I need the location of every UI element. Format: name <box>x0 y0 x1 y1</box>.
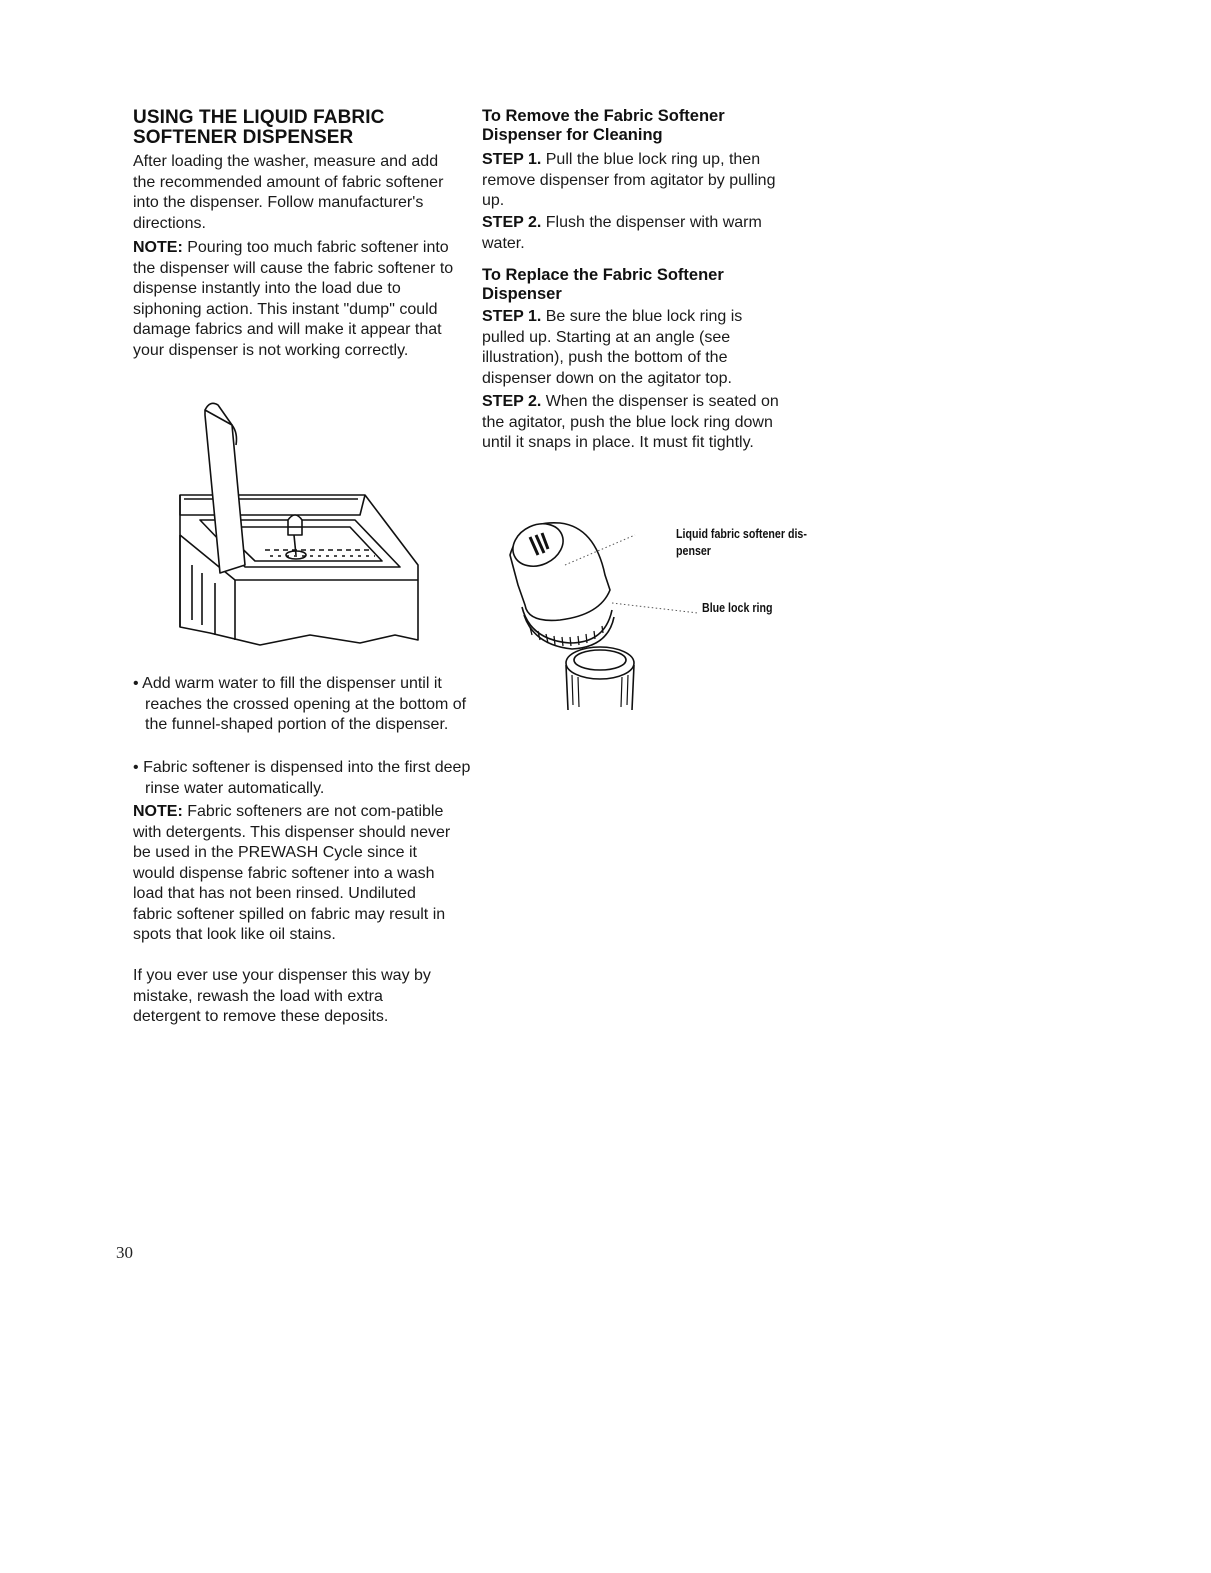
callout-lock-ring <box>702 599 817 616</box>
note-label: NOTE: <box>133 803 183 820</box>
remove-heading-text: To Remove the Fabric Softener Dispenser for Cleaning <box>482 107 725 144</box>
bullet-glyph: • <box>133 759 139 776</box>
replace-step-2 <box>482 392 782 454</box>
note-text: Fabric softeners are not com-patible with detergents. This dispenser should never be used in the PREWASH Cycle since it would dispense fabric softener into a wash load that has not been rinsed. Undiluted fabric softener spilled on fabric may result in spots that look like oil stains. <box>133 803 451 943</box>
bullet-2 <box>133 758 480 799</box>
callout-lock-ring-text: Blue lock ring <box>702 600 773 615</box>
intro-text: After loading the washer, measure and add the recommended amount of fabric softener into the dispenser. Follow manufacturer's directions. <box>133 153 444 232</box>
note-paragraph-1 <box>133 238 461 361</box>
bullet-1-text: Add warm water to fill the dispenser until it reaches the crossed opening at the bottom of the funnel-shaped portion of the dispenser. <box>142 675 467 733</box>
closing-text: If you ever use your dispenser this way by mistake, rewash the load with extra detergent to remove these deposits. <box>133 967 431 1025</box>
step-label: STEP 2. <box>482 393 542 410</box>
dispenser-illustration <box>500 515 700 715</box>
step-label: STEP 1. <box>482 151 542 168</box>
replace-heading <box>482 266 772 304</box>
bullet-glyph: • <box>133 675 139 692</box>
section-heading <box>133 108 433 148</box>
step-label: STEP 2. <box>482 214 542 231</box>
replace-heading-text: To Replace the Fabric Softener Dispenser <box>482 266 724 303</box>
replace-step-1 <box>482 307 787 389</box>
section-heading-text: USING THE LIQUID FABRIC SOFTENER DISPENSER <box>133 107 385 148</box>
remove-step-1 <box>482 150 782 212</box>
step-text: Flush the dispenser with warm water. <box>482 214 762 252</box>
callout-dispenser <box>676 525 824 559</box>
bullet-2-text: Fabric softener is dispensed into the first deep rinse water automatically. <box>143 759 471 797</box>
step-label: STEP 1. <box>482 308 542 325</box>
note-text: Pouring too much fabric softener into the dispenser will cause the fabric softener to dispense instantly into the load due to siphoning action. This instant "dump" could damage fabrics and will make it appear that your dispenser is not working correctly. <box>133 239 454 359</box>
step-text: When the dispenser is seated on the agitator, push the blue lock ring down until it snaps in place. It must fit tightly. <box>482 393 779 451</box>
washer-illustration <box>170 395 430 655</box>
note-paragraph-2 <box>133 802 453 946</box>
intro-paragraph <box>133 152 458 234</box>
remove-heading <box>482 107 772 145</box>
step-text: Be sure the blue lock ring is pulled up. Starting at an angle (see illustration), push the bottom of the dispenser down on the agitator top. <box>482 308 743 387</box>
callout-dispenser-text: Liquid fabric softener dis-penser <box>676 526 807 558</box>
step-text: Pull the blue lock ring up, then remove dispenser from agitator by pulling up. <box>482 151 776 209</box>
closing-paragraph <box>133 966 453 1028</box>
page-number: 30 <box>116 1243 133 1262</box>
bullet-1 <box>133 674 475 736</box>
remove-step-2 <box>482 213 782 254</box>
note-label: NOTE: <box>133 239 183 256</box>
